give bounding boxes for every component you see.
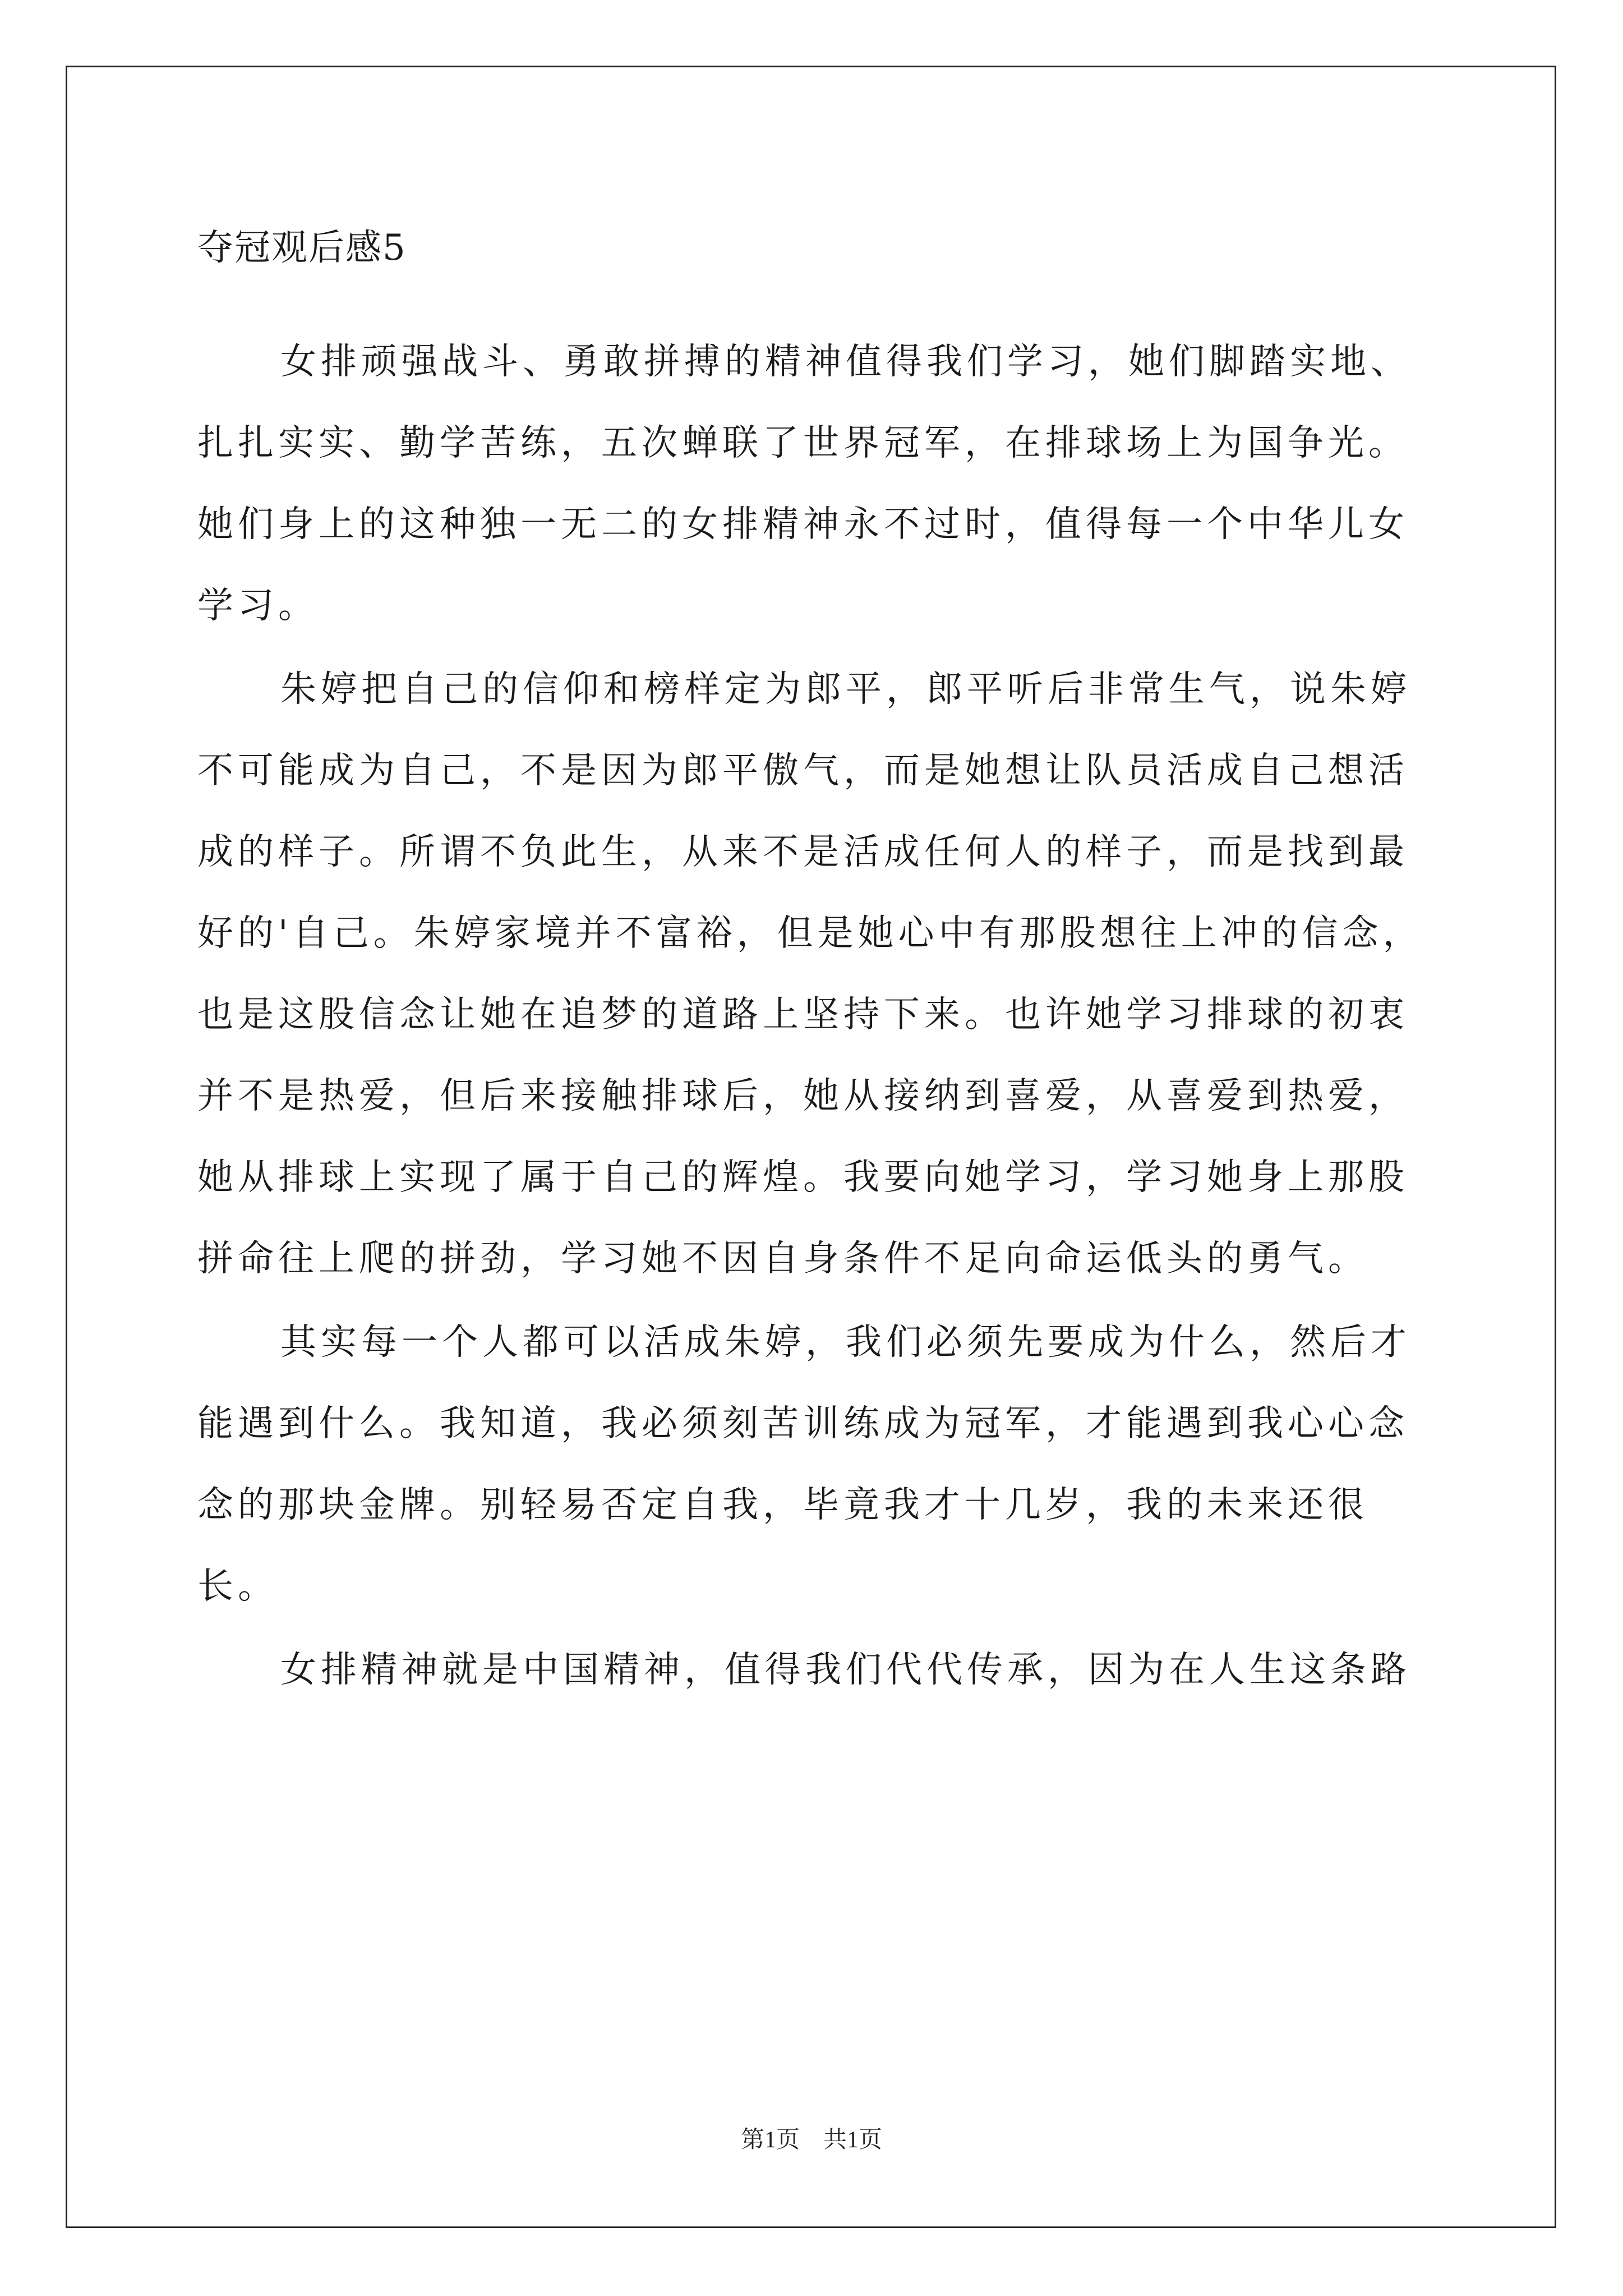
paragraph-3: 其实每一个人都可以活成朱婷，我们必须先要成为什么，然后才能遇到什么。我知道，我必须刻苦训练成为冠军，才能遇到我心心念念的那块金牌。别轻易否定自我，毕竟我才十几岁，我的未来还很长。 xyxy=(197,1322,1411,1607)
paragraph-4: 女排精神就是中国精神，值得我们代代传承，因为在人生这条路 xyxy=(280,1649,1411,1691)
document-body xyxy=(197,321,1431,1713)
document-title: 夺冠观后感5 xyxy=(197,227,407,269)
paragraph-1: 女排顽强战斗、勇敢拼搏的精神值得我们学习，她们脚踏实地、扎扎实实、勤学苦练，五次蝉联了世界冠军，在排球场上为国争光。她们身上的这种独一无二的女排精神永不过时，值得每一个中华儿女学习。 xyxy=(197,341,1411,627)
paragraph-2: 朱婷把自己的信仰和榜样定为郎平，郎平听后非常生气，说朱婷不可能成为自己，不是因为郎平傲气，而是她想让队员活成自己想活成的样子。所谓不负此生，从来不是活成任何人的样子，而是找到最好的'自己。朱婷家境并不富裕，但是她心中有那股想往上冲的信念，也是这股信念让她在追梦的道路上坚持下来。也许她学习排球的初衷并不是热爱，但后来接触排球后，她从接纳到喜爱，从喜爱到热爱，她从排球上实现了属于自己的辉煌。我要向她学习，学习她身上那股拼命往上爬的拼劲，学习她不因自身条件不足向命运低头的勇气。 xyxy=(197,669,1423,1280)
page-number-footer: 第1页 共1页 xyxy=(740,2127,882,2153)
